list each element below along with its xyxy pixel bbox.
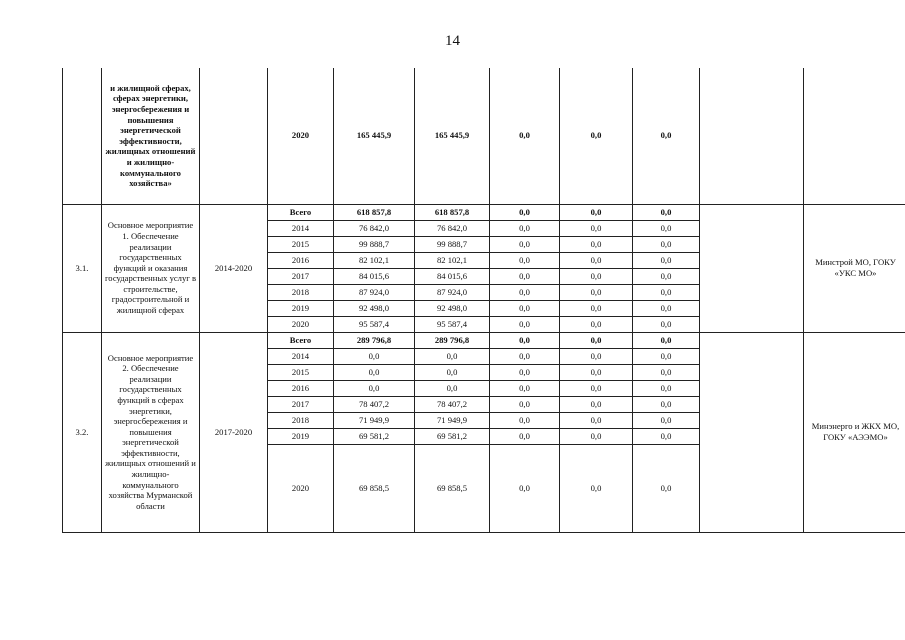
continuation-local: 0,0 xyxy=(560,68,633,204)
group-empty-cell xyxy=(700,204,804,332)
row-regional: 618 857,8 xyxy=(415,204,490,220)
row-year: 2015 xyxy=(268,236,334,252)
row-regional: 289 796,8 xyxy=(415,332,490,348)
row-total: 69 858,5 xyxy=(334,444,415,532)
row-other: 0,0 xyxy=(633,332,700,348)
row-regional: 0,0 xyxy=(415,348,490,364)
row-local: 0,0 xyxy=(560,412,633,428)
row-federal: 0,0 xyxy=(490,268,560,284)
row-regional: 99 888,7 xyxy=(415,236,490,252)
row-regional: 92 498,0 xyxy=(415,300,490,316)
row-federal: 0,0 xyxy=(490,348,560,364)
row-local: 0,0 xyxy=(560,332,633,348)
row-federal: 0,0 xyxy=(490,332,560,348)
budget-table xyxy=(62,68,905,533)
row-local: 0,0 xyxy=(560,284,633,300)
continuation-empty-cell xyxy=(700,68,804,204)
page-number: 14 xyxy=(445,33,460,49)
row-other: 0,0 xyxy=(633,284,700,300)
row-year: 2017 xyxy=(268,268,334,284)
row-total: 69 581,2 xyxy=(334,428,415,444)
row-local: 0,0 xyxy=(560,428,633,444)
row-other: 0,0 xyxy=(633,364,700,380)
row-year: 2018 xyxy=(268,284,334,300)
row-total: 76 842,0 xyxy=(334,220,415,236)
table-row xyxy=(63,204,905,220)
row-other: 0,0 xyxy=(633,252,700,268)
row-local: 0,0 xyxy=(560,268,633,284)
row-year: 2020 xyxy=(268,316,334,332)
row-total: 618 857,8 xyxy=(334,204,415,220)
row-local: 0,0 xyxy=(560,364,633,380)
continuation-other: 0,0 xyxy=(633,68,700,204)
row-local: 0,0 xyxy=(560,396,633,412)
row-year: 2018 xyxy=(268,412,334,428)
row-other: 0,0 xyxy=(633,204,700,220)
row-year: Всего xyxy=(268,204,334,220)
row-other: 0,0 xyxy=(633,380,700,396)
row-total: 92 498,0 xyxy=(334,300,415,316)
row-federal: 0,0 xyxy=(490,444,560,532)
row-local: 0,0 xyxy=(560,380,633,396)
row-other: 0,0 xyxy=(633,236,700,252)
row-year: 2015 xyxy=(268,364,334,380)
row-year: Всего xyxy=(268,332,334,348)
group-period: 2014-2020 xyxy=(200,204,268,332)
row-total: 84 015,6 xyxy=(334,268,415,284)
row-total: 71 949,9 xyxy=(334,412,415,428)
row-total: 289 796,8 xyxy=(334,332,415,348)
row-local: 0,0 xyxy=(560,300,633,316)
row-total: 0,0 xyxy=(334,348,415,364)
row-total: 95 587,4 xyxy=(334,316,415,332)
row-total: 78 407,2 xyxy=(334,396,415,412)
row-regional: 69 858,5 xyxy=(415,444,490,532)
row-other: 0,0 xyxy=(633,444,700,532)
row-regional: 71 949,9 xyxy=(415,412,490,428)
continuation-executor-cell xyxy=(804,68,905,204)
row-other: 0,0 xyxy=(633,268,700,284)
row-local: 0,0 xyxy=(560,444,633,532)
row-local: 0,0 xyxy=(560,204,633,220)
continuation-year: 2020 xyxy=(268,68,334,204)
continuation-description: и жилищной сферах, сферах энергетики, энергосбережения и повышения энергетической эффективности, жилищных отношений и жилищно-коммунального хозяйства» xyxy=(102,68,200,204)
row-year: 2019 xyxy=(268,428,334,444)
continuation-federal: 0,0 xyxy=(490,68,560,204)
continuation-period-cell xyxy=(200,68,268,204)
table-row xyxy=(63,332,905,348)
row-regional: 76 842,0 xyxy=(415,220,490,236)
row-regional: 95 587,4 xyxy=(415,316,490,332)
row-other: 0,0 xyxy=(633,220,700,236)
continuation-num-cell xyxy=(63,68,102,204)
group-empty-cell xyxy=(700,332,804,532)
row-federal: 0,0 xyxy=(490,204,560,220)
row-other: 0,0 xyxy=(633,300,700,316)
row-local: 0,0 xyxy=(560,252,633,268)
row-total: 99 888,7 xyxy=(334,236,415,252)
row-local: 0,0 xyxy=(560,236,633,252)
row-year: 2020 xyxy=(268,444,334,532)
row-year: 2014 xyxy=(268,220,334,236)
row-regional: 84 015,6 xyxy=(415,268,490,284)
continuation-regional: 165 445,9 xyxy=(415,68,490,204)
row-total: 0,0 xyxy=(334,380,415,396)
row-federal: 0,0 xyxy=(490,252,560,268)
row-federal: 0,0 xyxy=(490,428,560,444)
row-other: 0,0 xyxy=(633,428,700,444)
row-total: 0,0 xyxy=(334,364,415,380)
row-other: 0,0 xyxy=(633,412,700,428)
row-other: 0,0 xyxy=(633,348,700,364)
row-federal: 0,0 xyxy=(490,220,560,236)
row-year: 2019 xyxy=(268,300,334,316)
row-total: 87 924,0 xyxy=(334,284,415,300)
row-year: 2014 xyxy=(268,348,334,364)
group-num: 3.1. xyxy=(63,204,102,332)
continuation-total: 165 445,9 xyxy=(334,68,415,204)
row-regional: 0,0 xyxy=(415,380,490,396)
group-executor: Минстрой МО, ГОКУ «УКС МО» xyxy=(804,204,905,332)
row-local: 0,0 xyxy=(560,316,633,332)
row-federal: 0,0 xyxy=(490,300,560,316)
row-year: 2016 xyxy=(268,252,334,268)
row-local: 0,0 xyxy=(560,220,633,236)
row-federal: 0,0 xyxy=(490,316,560,332)
row-regional: 87 924,0 xyxy=(415,284,490,300)
row-regional: 0,0 xyxy=(415,364,490,380)
row-regional: 78 407,2 xyxy=(415,396,490,412)
row-federal: 0,0 xyxy=(490,236,560,252)
group-description: Основное мероприятие 2. Обеспечение реализации государственных функций в сферах энергетики, энергосбережения и повышения энергетической эффективности, жилищных отношений и жилищно-коммунального хозяйства Мурманской области xyxy=(102,332,200,532)
row-federal: 0,0 xyxy=(490,284,560,300)
row-federal: 0,0 xyxy=(490,396,560,412)
row-federal: 0,0 xyxy=(490,412,560,428)
group-executor: Минэнерго и ЖКХ МО, ГОКУ «АЭЭМО» xyxy=(804,332,905,532)
group-num: 3.2. xyxy=(63,332,102,532)
row-other: 0,0 xyxy=(633,316,700,332)
group-description: Основное мероприятие 1. Обеспечение реализации государственных функций и оказания государственных услуг в строительстве, градостроительной и жилищной сферах xyxy=(102,204,200,332)
row-year: 2016 xyxy=(268,380,334,396)
row-federal: 0,0 xyxy=(490,364,560,380)
group-period: 2017-2020 xyxy=(200,332,268,532)
continuation-row xyxy=(63,68,905,204)
row-year: 2017 xyxy=(268,396,334,412)
row-regional: 82 102,1 xyxy=(415,252,490,268)
row-total: 82 102,1 xyxy=(334,252,415,268)
row-local: 0,0 xyxy=(560,348,633,364)
row-other: 0,0 xyxy=(633,396,700,412)
row-regional: 69 581,2 xyxy=(415,428,490,444)
row-federal: 0,0 xyxy=(490,380,560,396)
